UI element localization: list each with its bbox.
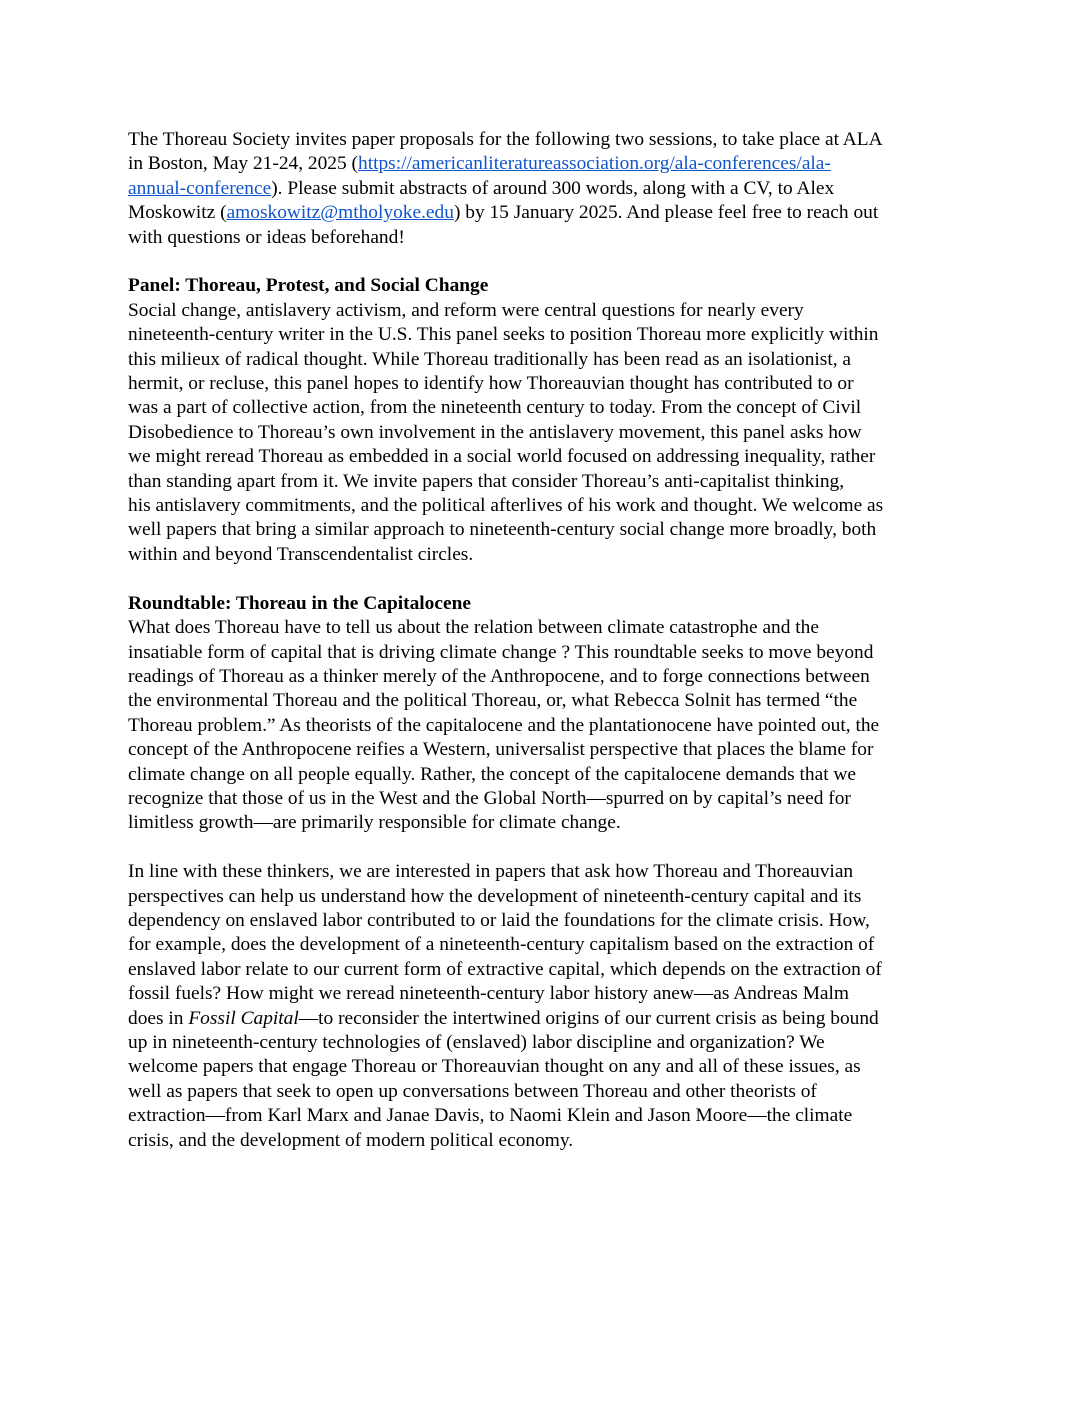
roundtable-line: What does Thoreau have to tell us about the relation between climate catastrophe and the xyxy=(128,617,819,639)
panel-line: Disobedience to Thoreau’s own involvement in the antislavery movement, this panel asks how xyxy=(128,421,862,443)
intro-line xyxy=(128,177,964,201)
roundtable-section xyxy=(128,592,964,836)
contact-email-link[interactable]: amoskowitz@mtholyoke.edu xyxy=(226,202,454,224)
document-page xyxy=(128,128,964,1153)
roundtable-line: limitless growth—are primarily responsible for climate change. xyxy=(128,812,621,834)
closing-line: up in nineteenth-century technologies of (enslaved) labor discipline and organization? We xyxy=(128,1031,825,1053)
intro-text: in Boston, May 21-24, 2025 ( xyxy=(128,153,358,175)
intro-line xyxy=(128,201,964,225)
panel-line: we might reread Thoreau as embedded in a social world focused on addressing inequality, rather xyxy=(128,446,876,468)
intro-text: Moskowitz ( xyxy=(128,202,227,224)
panel-line: his antislavery commitments, and the political afterlives of his work and thought. We welcome as xyxy=(128,495,884,517)
closing-line: dependency on enslaved labor contributed to or laid the foundations for the climate crisis. How, xyxy=(128,909,870,931)
closing-text: —to reconsider the intertwined origins of our current crisis as being bound xyxy=(298,1007,879,1029)
roundtable-body xyxy=(128,616,964,836)
panel-body xyxy=(128,299,964,567)
roundtable-line: Thoreau problem.” As theorists of the capitalocene and the plantationocene have pointed out, the xyxy=(128,714,880,736)
closing-line: extraction—from Karl Marx and Janae Davis, to Naomi Klein and Jason Moore—the climate xyxy=(128,1105,853,1127)
panel-line: nineteenth-century writer in the U.S. This panel seeks to position Thoreau more explicitly within xyxy=(128,324,879,346)
closing-line: perspectives can help us understand how the development of nineteenth-century capital and its xyxy=(128,885,862,907)
panel-section xyxy=(128,274,964,567)
roundtable-line: readings of Thoreau as a thinker merely of the Anthropocene, and to forge connections between xyxy=(128,665,870,687)
roundtable-line: insatiable form of capital that is driving climate change ? This roundtable seeks to move beyond xyxy=(128,641,874,663)
closing-line: for example, does the development of a nineteenth-century capitalism based on the extraction of xyxy=(128,934,875,956)
closing-line: welcome papers that engage Thoreau or Thoreauvian thought on any and all of these issues, as xyxy=(128,1056,861,1078)
paragraph-spacer xyxy=(128,250,964,274)
closing-line: In line with these thinkers, we are interested in papers that ask how Thoreau and Thoreauvian xyxy=(128,861,854,883)
intro-paragraph xyxy=(128,128,964,250)
paragraph-spacer xyxy=(128,836,964,860)
roundtable-line: concept of the Anthropocene reifies a Western, universalist perspective that places the blame for xyxy=(128,739,874,761)
panel-line: was a part of collective action, from the nineteenth century to today. From the concept of Civil xyxy=(128,397,862,419)
intro-line: The Thoreau Society invites paper proposals for the following two sessions, to take place at ALA xyxy=(128,129,883,150)
panel-line: this milieux of radical thought. While Thoreau traditionally has been read as an isolationist, a xyxy=(128,348,852,370)
panel-heading: Panel: Thoreau, Protest, and Social Change xyxy=(128,275,489,297)
roundtable-line: recognize that those of us in the West and the Global North—spurred on by capital’s need for xyxy=(128,787,851,809)
roundtable-heading: Roundtable: Thoreau in the Capitalocene xyxy=(128,592,471,614)
closing-line: fossil fuels? How might we reread nineteenth-century labor history anew—as Andreas Malm xyxy=(128,983,850,1005)
book-title: Fossil Capital xyxy=(188,1007,299,1029)
closing-line: crisis, and the development of modern political economy. xyxy=(128,1129,574,1151)
paragraph-spacer xyxy=(128,567,964,591)
roundtable-line: climate change on all people equally. Rather, the concept of the capitalocene demands that we xyxy=(128,763,857,785)
panel-line: within and beyond Transcendentalist circles. xyxy=(128,543,474,565)
panel-line: hermit, or recluse, this panel hopes to identify how Thoreauvian thought has contributed to or xyxy=(128,373,854,395)
conference-url-link-continued[interactable]: annual-conference xyxy=(128,177,272,199)
intro-text: ) by 15 January 2025. And please feel free to reach out xyxy=(453,202,879,224)
panel-line: well papers that bring a similar approach to nineteenth-century social change more broadly, both xyxy=(128,519,877,541)
intro-text: ). Please submit abstracts of around 300 words, along with a CV, to Alex xyxy=(271,177,835,199)
panel-line: than standing apart from it. We invite papers that consider Thoreau’s anti-capitalist thinking, xyxy=(128,470,845,492)
panel-line: Social change, antislavery activism, and reform were central questions for nearly every xyxy=(128,299,804,321)
intro-line: with questions or ideas beforehand! xyxy=(128,226,405,248)
closing-paragraph xyxy=(128,860,964,1153)
intro-line xyxy=(128,152,964,176)
roundtable-line: the environmental Thoreau and the political Thoreau, or, what Rebecca Solnit has termed “the xyxy=(128,690,858,712)
closing-line: well as papers that seek to open up conversations between Thoreau and other theorists of xyxy=(128,1080,817,1102)
closing-line: enslaved labor relate to our current form of extractive capital, which depends on the extraction of xyxy=(128,958,882,980)
closing-text: does in xyxy=(128,1007,189,1029)
closing-line xyxy=(128,1007,964,1031)
conference-url-link[interactable]: https://americanliteratureassociation.org/ala-conferences/ala- xyxy=(358,153,831,175)
